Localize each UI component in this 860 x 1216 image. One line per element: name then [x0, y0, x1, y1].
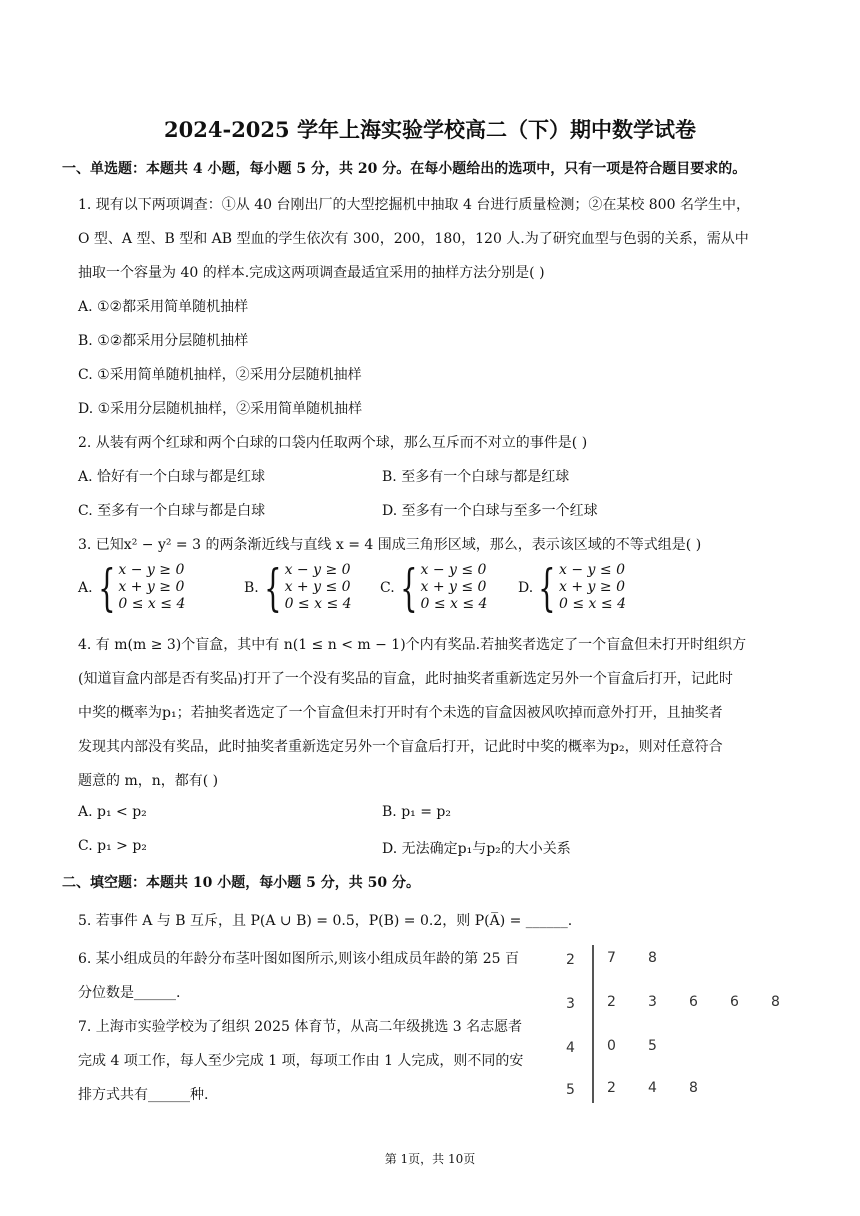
q4-option-a: A. p₁ < p₂ [78, 804, 147, 820]
q1-option-c: C. ①采用简单随机抽样，②采用分层随机抽样 [78, 367, 362, 383]
stem-value: 5 [566, 1082, 575, 1098]
stem-value: 2 [566, 952, 575, 968]
q6-line-2: 分位数是______. [78, 985, 181, 1001]
q2-option-d: D. 至多有一个白球与至多一个红球 [382, 503, 598, 519]
q3-option-d [518, 558, 626, 617]
leaf-value: 0 [607, 1038, 616, 1054]
left-brace-icon: { [263, 558, 282, 617]
q5-text: 5. 若事件 A 与 B 互斥，且 P(A ∪ B) = 0.5，P(B) = 0.2，则 P(A̅) = ______. [78, 913, 573, 929]
q3-option-c [380, 558, 488, 617]
leaf-value: 7 [607, 950, 616, 966]
stem-divider-line [592, 945, 594, 1103]
q1-line-1: 1. 现有以下两项调查：①从 40 台刚出厂的大型挖掘机中抽取 4 台进行质量检测；②在某校 800 名学生中， [78, 197, 750, 213]
q3-option-b [244, 558, 352, 617]
q4-line-2: (知道盲盒内部是否有奖品)打开了一个没有奖品的盲盒，此时抽奖者重新选定另外一个盲盒后打开，记此时 [78, 671, 733, 687]
leaf-value: 5 [648, 1038, 657, 1054]
inequality-line: 0 ≤ x ≤ 4 [284, 596, 352, 612]
leaf-value: 6 [689, 994, 698, 1010]
inequality-line: 0 ≤ x ≤ 4 [420, 596, 488, 612]
q7-line-2: 完成 4 项工作，每人至少完成 1 项，每项工作由 1 人完成，则不同的安 [78, 1053, 524, 1069]
q2-option-c: C. 至多有一个白球与都是白球 [78, 503, 266, 519]
q7-line-1: 7. 上海市实验学校为了组织 2025 体育节，从高二年级挑选 3 名志愿者 [78, 1019, 523, 1035]
inequality-line: x − y ≤ 0 [559, 562, 625, 578]
q2-stem: 2. 从装有两个红球和两个白球的口袋内任取两个球，那么互斥而不对立的事件是( ) [78, 435, 588, 451]
page-title: 2024-2025 学年上海实验学校高二（下）期中数学试卷 [164, 117, 696, 142]
inequality-line: x + y ≤ 0 [420, 579, 487, 595]
stem-value: 4 [566, 1040, 575, 1056]
leaf-value: 3 [648, 994, 657, 1010]
leaf-value: 2 [607, 1080, 616, 1096]
q3-option-a [78, 558, 186, 617]
q4-line-1: 4. 有 m(m ≥ 3)个盲盒，其中有 n(1 ≤ n < m − 1)个内有奖品.若抽奖者选定了一个盲盒但未打开时组织方 [78, 637, 747, 653]
option-label: A. [78, 579, 93, 596]
option-label: C. [380, 579, 395, 596]
q1-line-2: O 型、A 型、B 型和 AB 型血的学生依次有 300，200，180，120 人.为了研究血型与色弱的关系，需从中 [78, 231, 749, 247]
q2-option-b: B. 至多有一个白球与都是红球 [382, 469, 570, 485]
inequality-line: 0 ≤ x ≤ 4 [118, 596, 186, 612]
page-footer: 第 1页，共 10页 [384, 1152, 476, 1166]
stem-value: 3 [566, 996, 575, 1012]
q1-option-b: B. ①②都采用分层随机抽样 [78, 333, 249, 349]
q4-option-b: B. p₁ = p₂ [382, 804, 451, 820]
inequality-line: x + y ≥ 0 [559, 579, 625, 595]
q4-line-4: 发现其内部没有奖品，此时抽奖者重新选定另外一个盲盒后打开，记此时中奖的概率为p₂，则对任意符合 [78, 739, 723, 755]
q3-stem: 3. 已知x² − y² = 3 的两条渐近线与直线 x = 4 围成三角形区域，那么，表示该区域的不等式组是( ) [78, 537, 702, 553]
inequality-line: 0 ≤ x ≤ 4 [559, 596, 626, 612]
leaf-value: 6 [730, 994, 739, 1010]
inequality-line: x + y ≥ 0 [118, 579, 185, 595]
q2-option-a: A. 恰好有一个白球与都是红球 [78, 469, 266, 485]
left-brace-icon: { [538, 558, 556, 617]
inequality-line: x + y ≤ 0 [284, 579, 351, 595]
left-brace-icon: { [399, 558, 418, 617]
q7-line-3: 排方式共有______种. [78, 1087, 209, 1103]
leaf-value: 8 [648, 950, 657, 966]
q6-line-1: 6. 某小组成员的年龄分布茎叶图如图所示,则该小组成员年龄的第 25 百 [78, 951, 519, 967]
q4-line-3: 中奖的概率为p₁；若抽奖者选定了一个盲盒但未打开时有个未选的盲盒因被风吹掉而意外打开，且抽奖者 [78, 705, 723, 721]
q4-option-c: C. p₁ > p₂ [78, 838, 147, 854]
inequality-line: x − y ≤ 0 [420, 562, 487, 578]
q4-option-d: D. 无法确定p₁与p₂的大小关系 [382, 841, 571, 857]
q1-option-a: A. ①②都采用简单随机抽样 [78, 299, 249, 315]
option-label: D. [518, 579, 534, 596]
leaf-value: 2 [607, 994, 616, 1010]
leaf-value: 8 [771, 994, 780, 1010]
q1-line-3: 抽取一个容量为 40 的样本.完成这两项调查最适宜采用的抽样方法分别是( ) [78, 265, 545, 281]
option-label: B. [244, 579, 259, 596]
left-brace-icon: { [97, 558, 116, 617]
leaf-value: 4 [648, 1080, 657, 1096]
section-fill-blank-heading: 二、填空题：本题共 10 小题，每小题 5 分，共 50 分。 [62, 875, 420, 891]
q1-option-d: D. ①采用分层随机抽样，②采用简单随机抽样 [78, 401, 363, 417]
q4-line-5: 题意的 m，n，都有( ) [78, 773, 219, 789]
inequality-line: x − y ≥ 0 [118, 562, 185, 578]
leaf-value: 8 [689, 1080, 698, 1096]
inequality-line: x − y ≥ 0 [284, 562, 351, 578]
section-single-choice-heading: 一、单选题：本题共 4 小题，每小题 5 分，共 20 分。在每小题给出的选项中，只有一项是符合题目要求的。 [62, 161, 747, 177]
